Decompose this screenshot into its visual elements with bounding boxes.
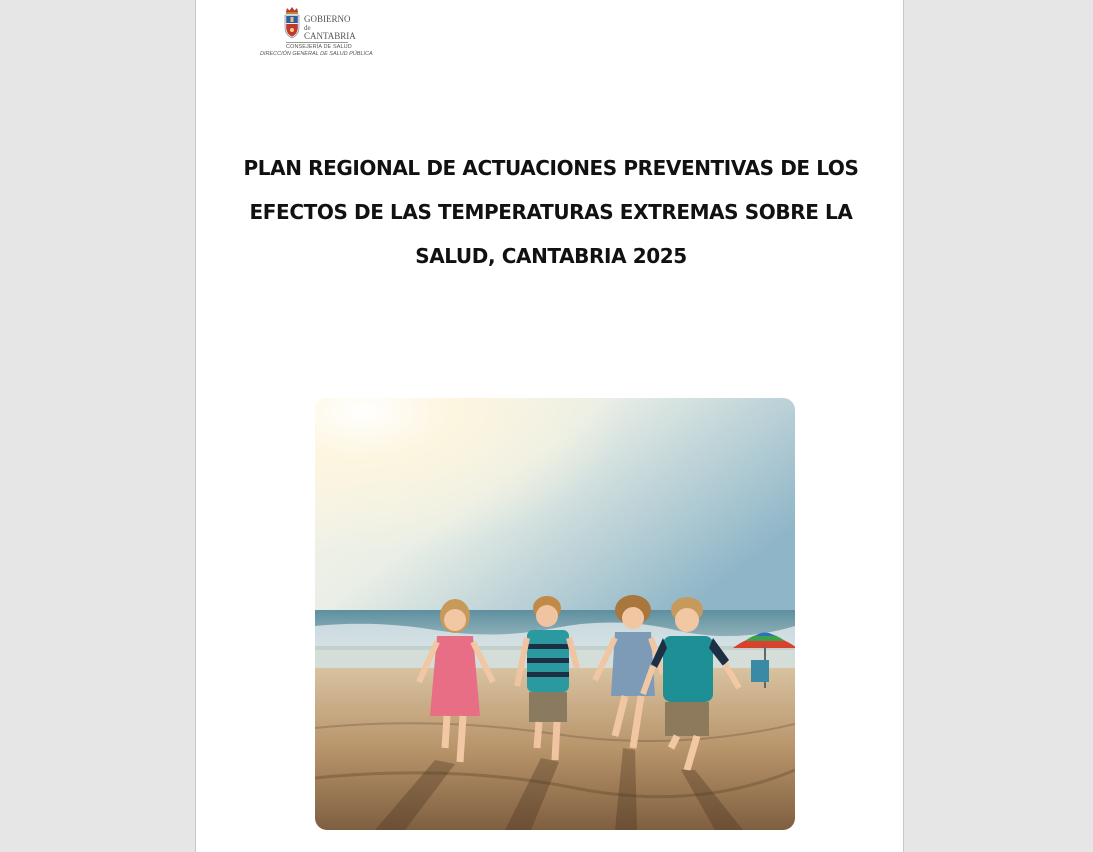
title-line-2: EFECTOS DE LAS TEMPERATURAS EXTREMAS SOBRE LA xyxy=(249,200,853,224)
document-title xyxy=(236,146,866,278)
title-line-3: SALUD, CANTABRIA 2025 xyxy=(415,244,687,268)
logo-divider xyxy=(286,42,348,43)
children-running-beach-photo xyxy=(315,398,795,830)
logo-line-de: de xyxy=(304,24,311,32)
logo-line-direccion: DIRECCIÓN GENERAL DE SALUD PÚBLICA xyxy=(260,51,373,57)
cover-photo xyxy=(315,398,795,830)
logo-line-cantabria: CANTABRIA xyxy=(304,31,356,41)
coat-of-arms-icon xyxy=(282,5,302,39)
title-line-1: PLAN REGIONAL DE ACTUACIONES PREVENTIVAS DE LOS xyxy=(243,156,859,180)
gobierno-cantabria-logo xyxy=(260,5,380,61)
logo-line-gobierno: GOBIERNO xyxy=(304,14,351,24)
logo-line-consejeria: CONSEJERÍA DE SALUD xyxy=(286,44,352,50)
document-page xyxy=(195,0,904,852)
